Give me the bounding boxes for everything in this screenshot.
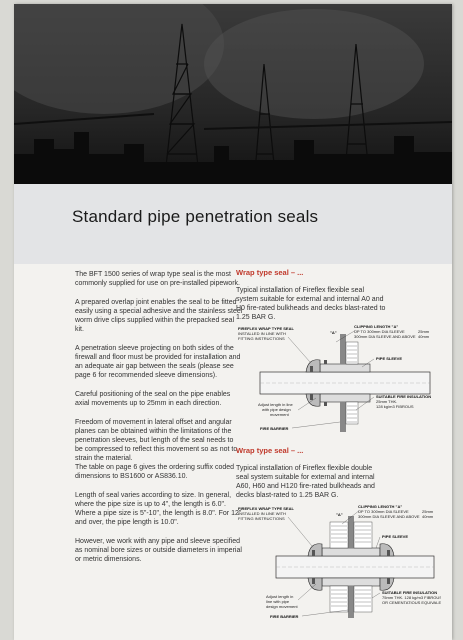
label-clip: CLIPPING LENGTH "A" [354, 324, 399, 329]
label-clip-row: 300mm DIA SLEEVE AND ABOVE [354, 334, 416, 339]
section-description: Typical installation of Fireflex flexible double seal system suitable for external and internal A60, H60 and H120 fire-rated bulkheads and decks blast-rated to 1.25 BAR G. [236, 465, 375, 499]
page-title: Standard pipe penetration seals [72, 207, 319, 226]
label-adjust: with pipe design [262, 407, 291, 412]
label-clip-value: 25mm [422, 509, 434, 514]
label-clip-row: UP TO 300mm DIA SLEEVE [354, 329, 405, 334]
single-seal-diagram [236, 322, 441, 439]
label-insulation: SUITABLE FIRE INSULATION [382, 590, 438, 595]
label-clip-row: UP TO 300mm DIA SLEEVE [358, 509, 409, 514]
label-insulation-sub: 75mm THK. 128 kg/m3 FIBROUS [382, 595, 441, 600]
header-photo [14, 4, 452, 184]
label-clip-row: 300mm DIA SLEEVE AND ABOVE [358, 514, 420, 519]
paragraph: The BFT 1500 series of wrap type seal is the most commonly supplied for use on pre-installed pipework. [75, 271, 240, 287]
paragraph: However, we work with any pipe and sleeve specified as nominal bore sizes or outside diameters in imperial or metric dimensions. [75, 538, 242, 563]
paragraph: The table on page 6 gives the ordering suffix coded dimensions to BS1600 or AS836.10. [75, 464, 235, 480]
paragraph: Length of seal varies according to size. In general, where the pipe size is up to 4", the length is 6.0". Where a pipe size is 5"-10", the length is 8.0". For 12" and over, the pipe length is 10.0". [75, 492, 242, 526]
paragraph: Careful positioning of the seal on the pipe enables axial movements up to 25mm in each direction. [75, 391, 231, 407]
label-a-mark: "A" [330, 330, 337, 335]
paragraph: A penetration sleeve projecting on both sides of the firewall and floor must be provided for installation and an adequate air gap between the seals (please see page 6 for recommended sleeve dimensions). [75, 345, 241, 379]
label-clip-value: 25mm [418, 329, 430, 334]
section-heading: Wrap type seal – ... [236, 446, 304, 455]
paragraph: A prepared overlap joint enables the seal to be fitted easily using a special adhesive and the stainless steel worm drive clips supplied within the prepacked seal kit. [75, 299, 243, 333]
label-adjust: line with pipe [266, 599, 290, 604]
label-insulation-sub: OR CEMENTATIOUS EQUIVALENT [382, 600, 441, 605]
label-seal: FIREFLEX WRAP TYPE SEAL [238, 326, 294, 331]
label-clip-value: 40mm [418, 334, 430, 339]
intro-text-column [75, 270, 243, 574]
double-seal-diagram [236, 502, 441, 627]
label-adjust: movement [270, 412, 289, 417]
document-page [14, 4, 452, 640]
section-wrap-single [236, 268, 446, 322]
label-seal-sub: FITTING INSTRUCTIONS [238, 336, 285, 341]
label-insulation-sub: 128 kg/m3 FIBROUS [376, 404, 414, 409]
label-sleeve: PIPE SLEEVE [376, 356, 403, 361]
label-adjust: design movement [266, 604, 298, 609]
section-heading: Wrap type seal – ... [236, 268, 304, 277]
label-fire-barrier: FIRE BARRIER [270, 614, 299, 619]
section-wrap-double [236, 446, 446, 500]
label-a-mark: "A" [336, 512, 343, 517]
section-description: Typical installation of Fireflex flexible seal system suitable for external and internal A0 and H0 fire-rated bulkheads and decks blast-rated to 1.25 BAR G. [236, 287, 386, 321]
label-seal-sub: INSTALLED IN LINE WITH [238, 511, 286, 516]
label-seal-sub: INSTALLED IN LINE WITH [238, 331, 286, 336]
label-adjust: Adjust length in line [258, 402, 293, 407]
label-sleeve: PIPE SLEEVE [382, 534, 409, 539]
label-insulation-sub: 25mm THK. [376, 399, 398, 404]
label-clip-value: 40mm [422, 514, 434, 519]
label-fire-barrier: FIRE BARRIER [260, 426, 289, 431]
paragraph: Freedom of movement in lateral offset and angular planes can be obtained within the limitations of the penetration sleeves, but length of the seal needs to be compressed to reflect this movement so as not to strain the material. [75, 419, 238, 462]
label-adjust: Adjust length in [266, 594, 294, 599]
label-seal: FIREFLEX WRAP TYPE SEAL [238, 506, 294, 511]
industrial-silhouette-image [14, 4, 452, 184]
label-seal-sub: FITTING INSTRUCTIONS [238, 516, 285, 521]
label-insulation: SUITABLE FIRE INSULATION [376, 394, 432, 399]
label-clip: CLIPPING LENGTH "A" [358, 504, 403, 509]
